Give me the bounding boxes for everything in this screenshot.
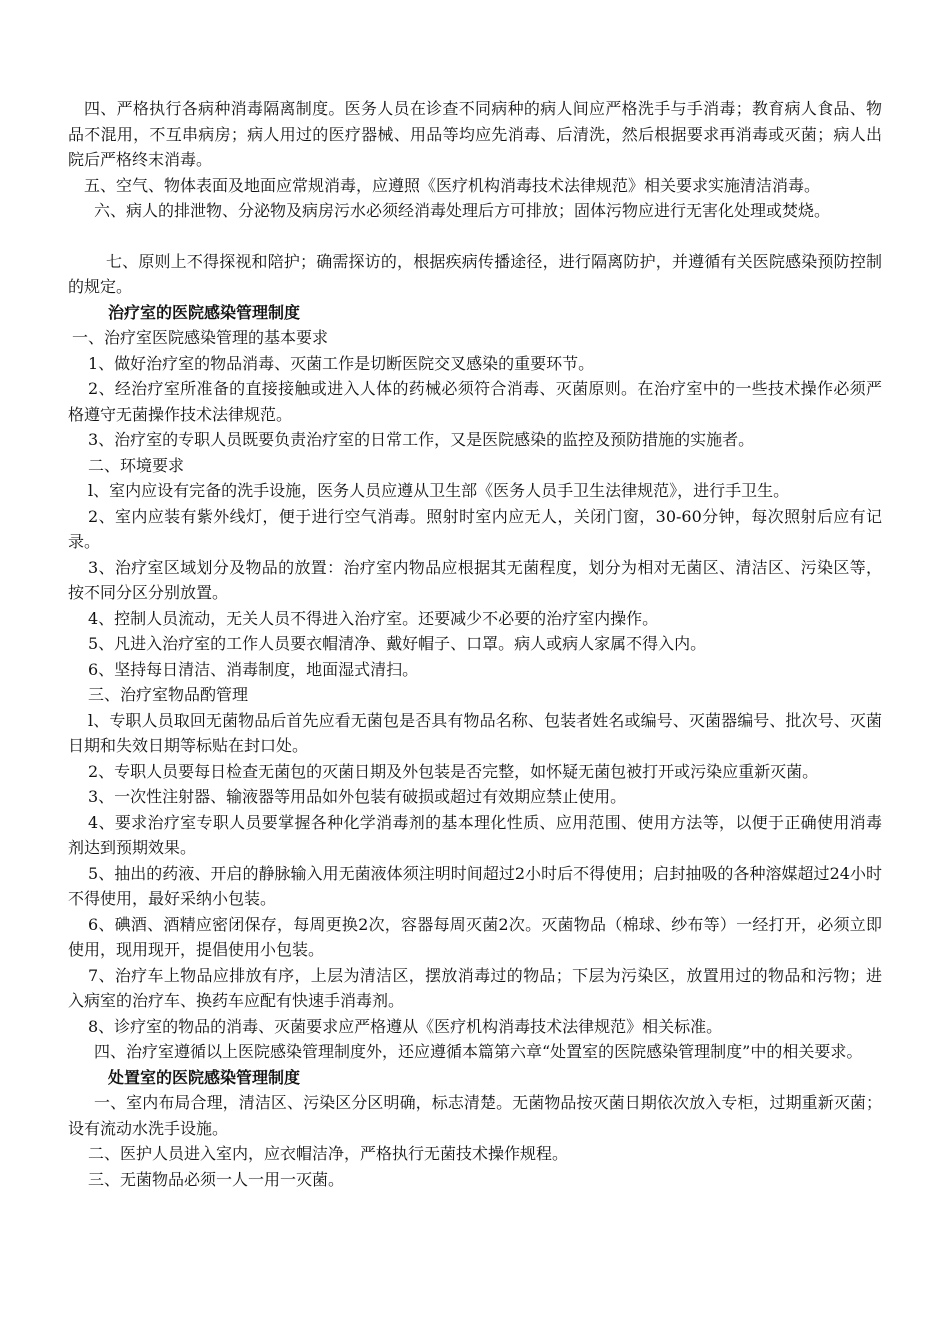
section1-item: 2、经治疗室所准备的直接接触或进入人体的药械必须符合消毒、灭菌原则。在治疗室中的一些技术操作必须严格遵守无菌操作技术法律规范。 xyxy=(68,379,882,424)
section1-item: 1、做好治疗室的物品消毒、灭菌工作是切断医院交叉感染的重要环节。 xyxy=(88,353,595,373)
paragraph-5: 五、空气、物体表面及地面应常规消毒，应遵照《医疗机构消毒技术法律规范》相关要求实施清洁消毒。 xyxy=(84,175,821,195)
section3-item: 6、碘酒、酒精应密闭保存，每周更换2次，容器每周灭菌2次。灭菌物品（棉球、纱布等）一经打开，必须立即使用，现用现开，提倡使用小包装。 xyxy=(68,914,882,959)
disposal-room-title: 处置室的医院感染管理制度 xyxy=(108,1067,301,1087)
section3-item: 4、要求治疗室专职人员要掌握各种化学消毒剂的基本理化性质、应用范围、使用方法等，以便于正确使用消毒剂达到预期效果。 xyxy=(68,812,882,857)
disposal-item: 一、室内布局合理，清洁区、污染区分区明确，标志清楚。无菌物品按灭菌日期依次放入专柜，过期重新灭菌；设有流动水洗手设施。 xyxy=(68,1093,882,1138)
disposal-item: 三、无菌物品必须一人一用一灭菌。 xyxy=(88,1169,345,1189)
section2-item: l、室内应设有完备的洗手设施，医务人员应遵从卫生部《医务人员手卫生法律规范》，进行手卫生。 xyxy=(88,481,790,500)
treatment-room-title: 治疗室的医院感染管理制度 xyxy=(108,302,301,322)
paragraph-7: 七、原则上不得探视和陪护；确需探访的，根据疾病传播途径，进行隔离防护，并遵循有关医院感染预防控制的规定。 xyxy=(68,251,882,296)
section3-item: 8、诊疗室的物品的消毒、灭菌要求应严格遵从《医疗机构消毒技术法律规范》相关标准。 xyxy=(88,1016,723,1036)
section2-heading: 二、环境要求 xyxy=(88,455,185,475)
paragraph-4: 四、严格执行各病种消毒隔离制度。医务人员在诊查不同病种的病人间应严格洗手与手消毒；教育病人食品、物品不混用，不互串病房；病人用过的医疗器械、用品等均应先消毒、后清洗，然后根据要求再消毒或灭菌；病人出院后严格终末消毒。 xyxy=(68,99,882,169)
section3-item: 2、专职人员要每日检查无菌包的灭菌日期及外包装是否完整，如怀疑无菌包被打开或污染应重新灭菌。 xyxy=(88,761,819,781)
section3-heading: 三、治疗室物品酌管理 xyxy=(88,685,249,704)
section4-paragraph: 四、治疗室遵循以上医院感染管理制度外，还应遵循本篇第六章“处置室的医院感染管理制度”中的相关要求。 xyxy=(94,1042,863,1061)
section2-item: 3、治疗室区域划分及物品的放置：治疗室内物品应根据其无菌程度，划分为相对无菌区、清洁区、污染区等，按不同分区分别放置。 xyxy=(68,557,882,602)
section2-item: 4、控制人员流动，无关人员不得进入治疗室。还要减少不必要的治疗室内操作。 xyxy=(88,608,659,628)
section3-item: 5、抽出的药液、开启的静脉输入用无菌液体须注明时间超过2小时后不得使用；启封抽吸的各种溶媒超过24小时不得使用，最好采纳小包装。 xyxy=(68,863,882,908)
section1-heading: 一、治疗室医院感染管理的基本要求 xyxy=(72,328,329,347)
section3-item: 3、一次性注射器、输液器等用品如外包装有破损或超过有效期应禁止使用。 xyxy=(88,787,627,806)
section3-item: 7、治疗车上物品应排放有序，上层为清洁区，摆放消毒过的物品；下层为污染区，放置用过的物品和污物；进入病室的治疗车、换药车应配有快速手消毒剂。 xyxy=(68,965,882,1010)
section1-item: 3、治疗室的专职人员既要负责治疗室的日常工作，又是医院感染的监控及预防措施的实施者。 xyxy=(88,430,755,449)
section2-item: 2、室内应装有紫外线灯，便于进行空气消毒。照射时室内应无人，关闭门窗，30-60分钟，每次照射后应有记录。 xyxy=(68,506,882,551)
paragraph-6: 六、病人的排泄物、分泌物及病房污水必须经消毒处理后方可排放；固体污物应进行无害化处理或焚烧。 xyxy=(94,201,831,220)
section2-item: 6、坚持每日清洁、消毒制度，地面湿式清扫。 xyxy=(88,659,419,679)
disposal-item: 二、医护人员进入室内，应衣帽洁净，严格执行无菌技术操作规程。 xyxy=(88,1144,569,1163)
blank-line xyxy=(68,224,882,249)
section2-item: 5、凡进入治疗室的工作人员要衣帽清净、戴好帽子、口罩。病人或病人家属不得入内。 xyxy=(88,634,707,653)
section3-item: l、专职人员取回无菌物品后首先应看无菌包是否具有物品名称、包装者姓名或编号、灭菌器编号、批次号、灭菌日期和失效日期等标贴在封口处。 xyxy=(68,710,882,755)
